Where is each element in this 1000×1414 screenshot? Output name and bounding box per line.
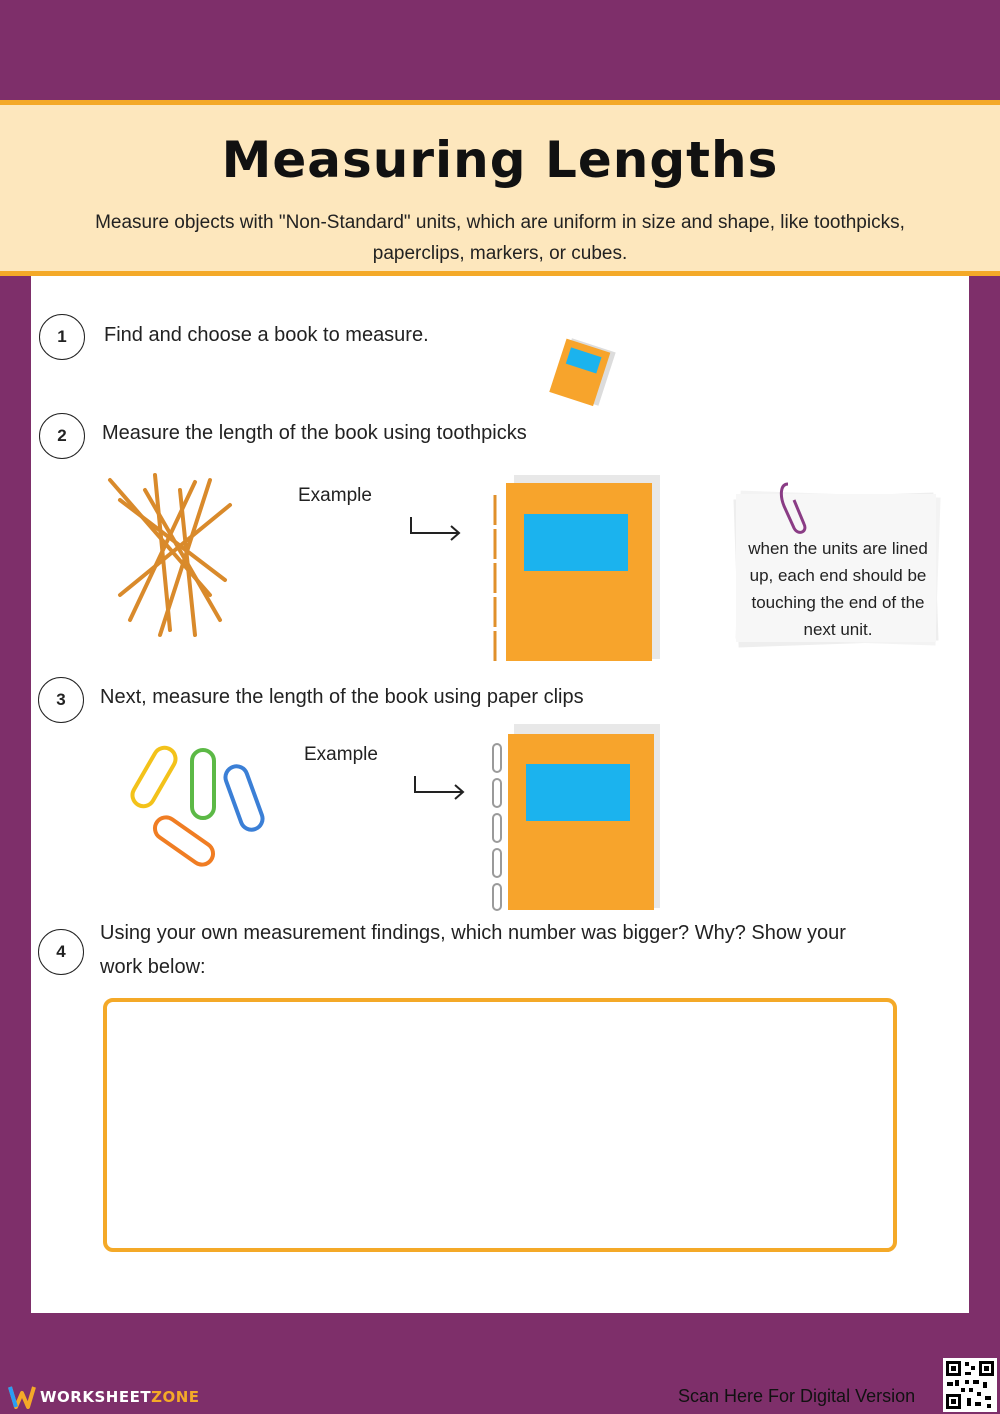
brand-part2: ZONE (151, 1388, 200, 1406)
step-1-number: 1 (39, 314, 85, 360)
brand-part1: WORKSHEET (40, 1388, 152, 1406)
step-3-number: 3 (38, 677, 84, 723)
arrow-icon (412, 774, 468, 802)
book-toothpick-example (488, 473, 664, 665)
step-2-number: 2 (39, 413, 85, 459)
worksheetzone-logo-icon (8, 1385, 36, 1409)
toothpicks-icon (100, 470, 240, 645)
scan-text: Scan Here For Digital Version (678, 1386, 916, 1406)
step-2-text: Measure the length of the book using toothpicks (102, 422, 527, 444)
book-paperclip-example (486, 722, 664, 914)
step-4-number: 4 (38, 929, 84, 975)
paperclip-example-label: Example (304, 744, 378, 765)
arrow-icon (408, 515, 464, 543)
book-icon (545, 335, 620, 410)
qr-code-icon[interactable] (943, 1358, 997, 1412)
worksheetzone-logo (8, 1383, 200, 1411)
page-subtitle: Measure objects with "Non-Standard" units, which are uniform in size and shape, like toothpicks, paperclips, markers, or cubes. (95, 212, 905, 264)
paperclips-icon (128, 740, 276, 875)
step-1-text: Find and choose a book to measure. (104, 324, 429, 346)
toothpick-example-label: Example (298, 485, 372, 506)
page-title: Measuring Lengths (221, 131, 779, 189)
step-4-text: Using your own measurement findings, which number was bigger? Why? Show your work below: (100, 922, 846, 978)
header-banner (0, 100, 1000, 276)
answer-box[interactable] (103, 998, 897, 1252)
step-3-text: Next, measure the length of the book using paper clips (100, 686, 584, 708)
note-text: when the units are lined up, each end should be touching the end of the next unit. (748, 539, 928, 639)
